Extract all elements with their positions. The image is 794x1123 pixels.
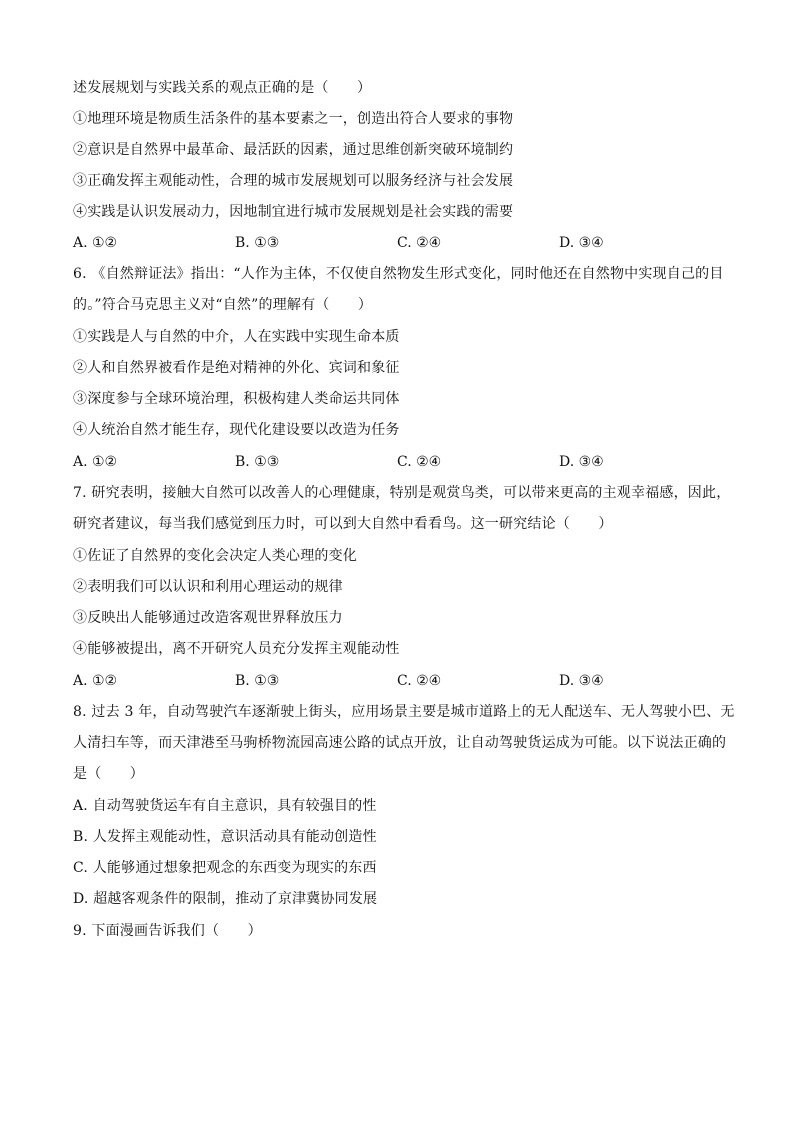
q7-option-b: B. ①③ [235,673,280,689]
q7-option-a: A. ①② [73,673,118,689]
q9-stem: 9. 下面漫画告诉我们（ ） [73,923,262,939]
q8-stem-line2: 人清扫车等，而天津港至马驹桥物流园高速公路的试点开放，让自动驾驶货运成为可能。以下说法正确的 [73,735,727,751]
q7-item-4: ④能够被提出，离不开研究人员充分发挥主观能动性 [73,641,400,657]
q6-option-b: B. ①③ [235,454,280,470]
q7-option-d: D. ③④ [559,673,604,689]
q6-item-1: ①实践是人与自然的中介，人在实践中实现生命本质 [73,329,400,345]
q5-option-a: A. ①② [73,235,118,251]
q5-option-b: B. ①③ [235,235,280,251]
q5-item-4: ④实践是认识发展动力，因地制宜进行城市发展规划是社会实践的需要 [73,204,514,220]
q7-item-2: ②表明我们可以认识和利用心理运动的规律 [73,579,343,595]
q5-item-3: ③正确发挥主观能动性，合理的城市发展规划可以服务经济与社会发展 [73,173,514,189]
q7-stem-line1: 7. 研究表明，接触大自然可以改善人的心理健康，特别是观赏鸟类，可以带来更高的主观幸福感，因此， [73,485,731,501]
q6-option-c: C. ②④ [397,454,442,470]
q7-item-1: ①佐证了自然界的变化会决定人类心理的变化 [73,548,357,564]
q6-options [73,453,713,471]
q7-stem-line2: 研究者建议，每当我们感觉到压力时，可以到大自然中看看鸟。这一研究结论（ ） [73,516,613,532]
q6-stem-line2: 的。”符合马克思主义对“自然”的理解有（ ） [73,297,373,313]
q8-option-c: C. 人能够通过想象把观念的东西变为现实的东西 [73,860,377,876]
q5-item-2: ②意识是自然界中最革命、最活跃的因素，通过思维创新突破环境制约 [73,142,514,158]
q8-option-d: D. 超越客观条件的限制，推动了京津冀协同发展 [73,891,378,907]
q8-option-a: A. 自动驾驶货运车有自主意识，具有较强目的性 [73,798,377,814]
q6-item-4: ④人统治自然才能生存，现代化建设要以改造为任务 [73,422,400,438]
q6-option-d: D. ③④ [559,454,604,470]
q7-options [73,672,713,690]
q6-option-a: A. ①② [73,454,118,470]
q5-stem: 述发展规划与实践关系的观点正确的是（ ） [73,80,372,96]
q8-stem-line1: 8. 过去 3 年，自动驾驶汽车逐渐驶上街头，应用场景主要是城市道路上的无人配送车、无人驾驶小巴、无 [73,704,735,720]
q5-option-d: D. ③④ [559,235,604,251]
q5-option-c: C. ②④ [397,235,442,251]
q8-option-b: B. 人发挥主观能动性，意识活动具有能动创造性 [73,829,377,845]
q6-item-2: ②人和自然界被看作是绝对精神的外化、宾词和象征 [73,360,400,376]
q8-stem-line3: 是（ ） [73,766,144,782]
q7-option-c: C. ②④ [397,673,442,689]
q7-item-3: ③反映出人能够通过改造客观世界释放压力 [73,610,343,626]
q5-item-1: ①地理环境是物质生活条件的基本要素之一，创造出符合人要求的事物 [73,111,514,127]
q5-options [73,234,713,252]
q6-item-3: ③深度参与全球环境治理，积极构建人类命运共同体 [73,391,400,407]
q6-stem-line1: 6. 《自然辩证法》指出：“人作为主体，不仅使自然物发生形式变化，同时他还在自然物中实现自己的目 [73,266,724,282]
